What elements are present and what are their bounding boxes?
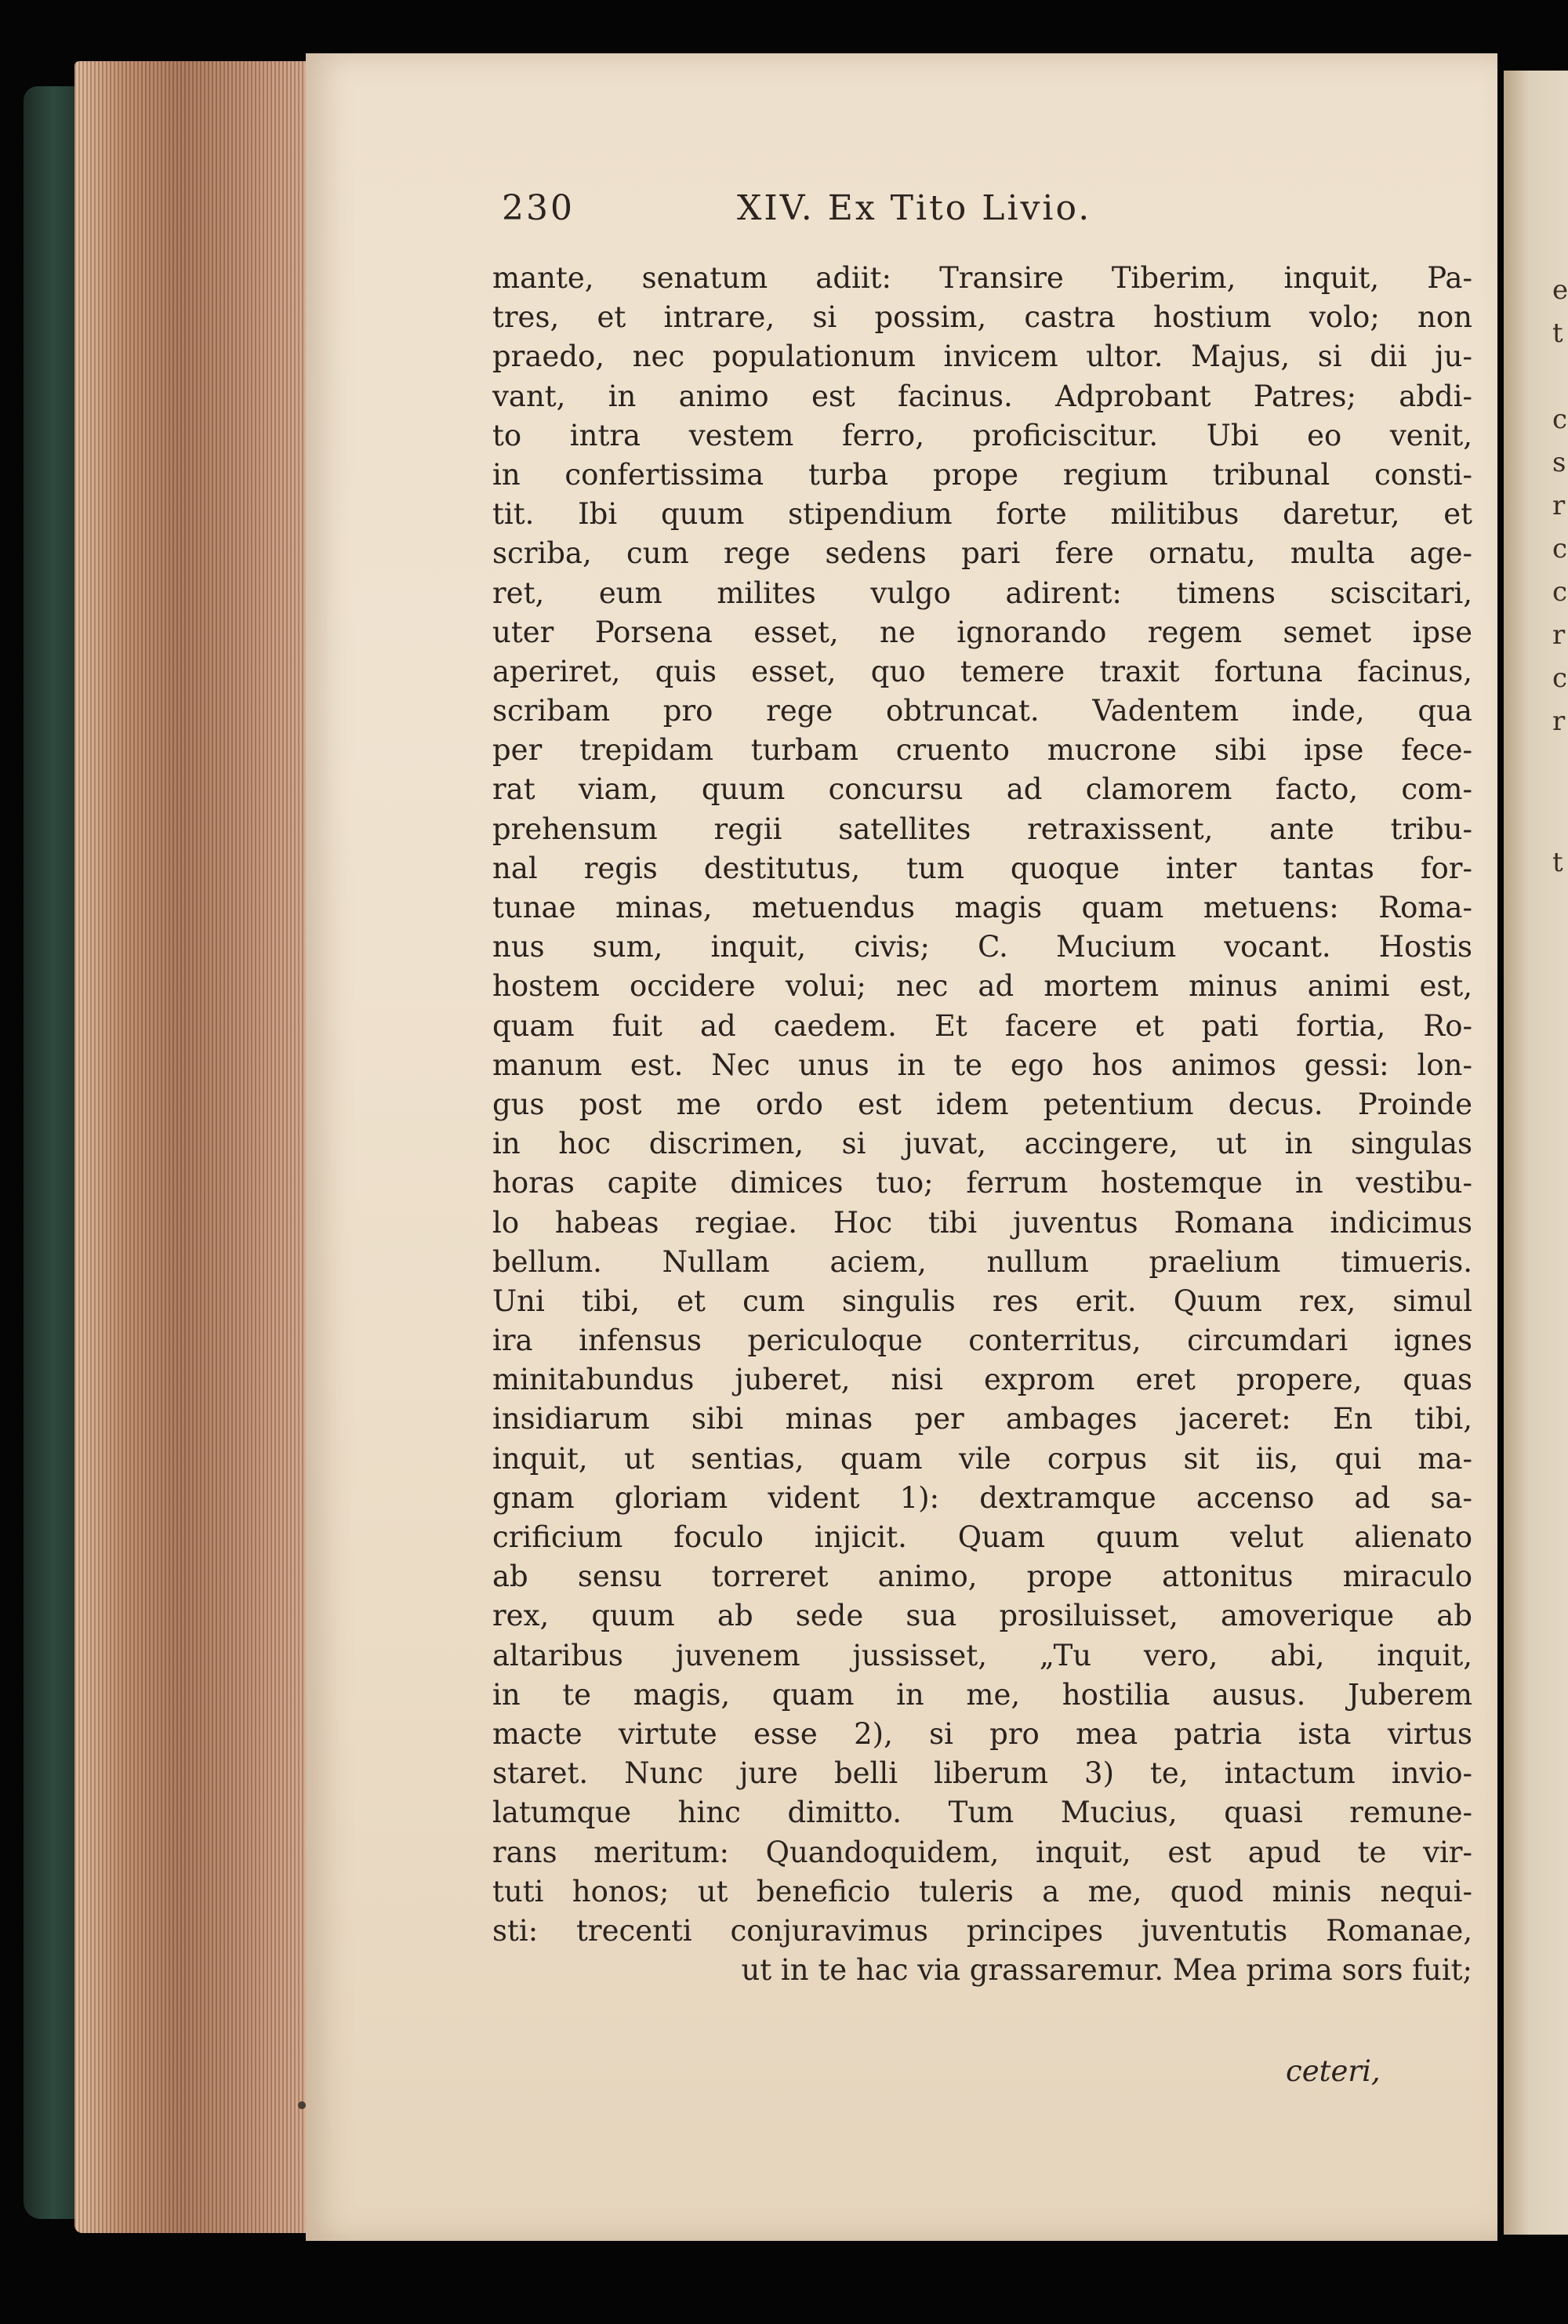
text-line: lo habeas regiae. Hoc tibi juventus Romana indicimus xyxy=(492,1205,1472,1240)
text-line: macte virtute esse 2), si pro mea patria ista virtus xyxy=(492,1716,1472,1751)
text-line: ret, eum milites vulgo adirent: timens sciscitari, xyxy=(492,576,1472,610)
text-line: nus sum, inquit, civis; C. Mucium vocant. Hostis xyxy=(492,930,1472,964)
text-line: sti: trecenti conjuravimus principes juventutis Romanae, xyxy=(492,1913,1472,1948)
text-line: prehensum regii satellites retraxissent, ante tribu- xyxy=(492,812,1472,846)
text-line: inquit, ut sentias, quam vile corpus sit iis, qui ma- xyxy=(492,1441,1472,1476)
text-line: rans meritum: Quandoquidem, inquit, est apud te vir- xyxy=(492,1835,1472,1869)
text-line: staret. Nunc jure belli liberum 3) te, intactum invio- xyxy=(492,1756,1472,1791)
facing-page-letter: r xyxy=(1552,490,1566,521)
page-number: 230 xyxy=(502,188,575,228)
text-line: scriba, cum rege sedens pari fere ornatu, multa age- xyxy=(492,536,1472,571)
facing-page-letter: c xyxy=(1552,576,1568,608)
facing-page-letter: t xyxy=(1552,847,1563,878)
text-line: manum est. Nec unus in te ego hos animos gessi: lon- xyxy=(492,1048,1472,1082)
text-line: uter Porsena esset, ne ignorando regem semet ipse xyxy=(492,615,1472,649)
text-line: gnam gloriam vident 1): dextramque accenso ad sa- xyxy=(492,1480,1472,1515)
text-line: ab sensu torreret animo, prope attonitus miraculo xyxy=(492,1560,1472,1594)
facing-page-letter: r xyxy=(1552,619,1566,651)
text-line: to intra vestem ferro, proficiscitur. Ubi eo venit, xyxy=(492,418,1472,452)
facing-page-letter: t xyxy=(1552,318,1563,349)
text-line: altaribus juvenem jussisset, „Tu vero, abi, inquit, xyxy=(492,1638,1472,1672)
text-line: aperiret, quis esset, quo temere traxit fortuna facinus, xyxy=(492,654,1472,688)
text-line: tuti honos; ut beneficio tuleris a me, quod minis nequi- xyxy=(492,1874,1472,1908)
text-line: in hoc discrimen, si juvat, accingere, ut in singulas xyxy=(492,1127,1472,1161)
text-line: ut in te hac via grassaremur. Mea prima sors fuit; xyxy=(741,1953,1472,1988)
text-line: Uni tibi, et cum singulis res erit. Quum rex, simul xyxy=(492,1284,1472,1318)
facing-page-letter: e xyxy=(1552,274,1568,306)
text-line: gus post me ordo est idem petentium decus. Proinde xyxy=(492,1087,1472,1121)
text-line: bellum. Nullam aciem, nullum praelium timueris. xyxy=(492,1244,1472,1279)
text-line: rex, quum ab sede sua prosiluisset, amoverique ab xyxy=(492,1599,1472,1633)
text-line: mante, senatum adiit: Transire Tiberim, inquit, Pa- xyxy=(492,261,1472,295)
text-line: rat viam, quum concursu ad clamorem facto, com- xyxy=(492,772,1472,807)
facing-page-letter: r xyxy=(1552,706,1566,737)
text-line: scribam pro rege obtruncat. Vadentem inde, qua xyxy=(492,694,1472,728)
body-text xyxy=(492,259,1472,1990)
text-line: crificium foculo injicit. Quam quum velut alienato xyxy=(492,1520,1472,1554)
text-line: in te magis, quam in me, hostilia ausus. Juberem xyxy=(492,1677,1472,1712)
text-line: minitabundus juberet, nisi exprom eret propere, quas xyxy=(492,1363,1472,1397)
running-title: XIV. Ex Tito Livio. xyxy=(737,188,1092,228)
page-header xyxy=(502,188,1443,235)
text-line: tit. Ibi quum stipendium forte militibus daretur, et xyxy=(492,497,1472,532)
text-line: in confertissima turba prope regium tribunal consti- xyxy=(492,457,1472,492)
facing-page-letter: s xyxy=(1552,447,1566,478)
text-line: ira infensus periculoque conterritus, circumdari ignes xyxy=(492,1324,1472,1358)
facing-page-letter: c xyxy=(1552,404,1568,435)
text-line: tunae minas, metuendus magis quam metuens: Roma- xyxy=(492,891,1472,924)
text-line: horas capite dimices tuo; ferrum hostemque in vestibu- xyxy=(492,1166,1472,1200)
page-speck xyxy=(298,2101,306,2109)
text-line: tres, et intrare, si possim, castra hostium volo; non xyxy=(492,300,1472,335)
facing-page-letter: c xyxy=(1552,533,1568,565)
text-line: hostem occidere volui; nec ad mortem minus animi est, xyxy=(492,969,1472,1004)
text-line: vant, in animo est facinus. Adprobant Patres; abdi- xyxy=(492,379,1472,413)
text-line: per trepidam turbam cruento mucrone sibi ipse fece- xyxy=(492,733,1472,768)
page-edges xyxy=(74,61,310,2233)
text-line: latumque hinc dimitto. Tum Mucius, quasi remune- xyxy=(492,1796,1472,1830)
text-line: nal regis destitutus, tum quoque inter tantas for- xyxy=(492,851,1472,885)
text-line: praedo, nec populationum invicem ultor. Majus, si dii ju- xyxy=(492,340,1472,374)
facing-page-edge xyxy=(1504,71,1568,2235)
facing-page-letter: c xyxy=(1552,663,1568,694)
text-line: quam fuit ad caedem. Et facere et pati fortia, Ro- xyxy=(492,1008,1472,1043)
text-line: insidiarum sibi minas per ambages jaceret: En tibi, xyxy=(492,1402,1472,1436)
catchword: ceteri, xyxy=(1286,2054,1381,2088)
